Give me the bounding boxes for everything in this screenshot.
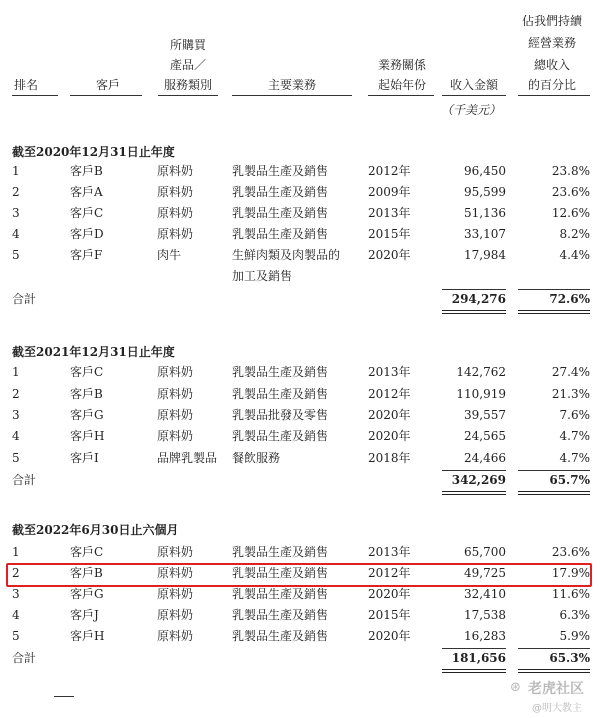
cell-customer: 客戶C (70, 365, 104, 379)
total-revenue: 181,656 (451, 651, 506, 665)
cell-product: 原料奶 (157, 545, 194, 559)
total-label: 合計 (12, 651, 37, 665)
cell-pct: 27.4% (551, 365, 590, 379)
cell-pct: 5.9% (559, 629, 590, 643)
cell-year: 2013年 (368, 365, 411, 379)
cell-product: 原料奶 (157, 608, 194, 622)
cell-customer: 客戶F (70, 248, 103, 262)
header-underline (70, 95, 142, 96)
cell-revenue: 51,136 (464, 206, 506, 220)
cell-year: 2018年 (368, 451, 411, 465)
cell-revenue: 96,450 (464, 164, 506, 178)
table-row (0, 426, 600, 447)
total-row (0, 289, 600, 310)
cell-rank: 5 (12, 629, 20, 643)
cell-customer: 客戶B (70, 164, 103, 178)
header-customer: 客戶 (96, 78, 121, 92)
double-rule (518, 669, 590, 673)
cell-business: 餐飲服務 (232, 451, 281, 465)
section-title: 截至2020年12月31日止年度 (12, 145, 175, 159)
cell-customer: 客戶C (70, 545, 104, 559)
table-row (0, 626, 600, 647)
cell-business: 乳製品生產及銷售 (232, 545, 329, 559)
cell-revenue: 24,466 (464, 451, 506, 465)
cell-pct: 21.3% (551, 387, 590, 401)
cell-revenue: 142,762 (456, 365, 506, 379)
cell-pct: 12.6% (551, 206, 590, 220)
cell-rank: 1 (12, 365, 20, 379)
cell-year: 2015年 (368, 227, 411, 241)
cell-customer: 客戶B (70, 566, 103, 580)
header-year-l2: 起始年份 (377, 78, 426, 92)
double-rule (442, 669, 506, 673)
double-rule (442, 310, 506, 314)
double-rule (518, 310, 590, 314)
cell-year: 2015年 (368, 608, 411, 622)
cell-revenue: 16,283 (464, 629, 506, 643)
cell-year: 2012年 (368, 164, 411, 178)
cell-rank: 1 (12, 545, 20, 559)
section-title: 截至2021年12月31日止年度 (12, 345, 175, 359)
cell-year: 2012年 (368, 387, 411, 401)
cell-product: 品牌乳製品 (157, 451, 218, 465)
watermark-user: @明大教主 (532, 703, 582, 714)
cell-business: 乳製品生產及銷售 (232, 365, 329, 379)
header-pct-l3: 總收入 (533, 58, 570, 72)
cell-product: 原料奶 (157, 164, 194, 178)
cell-revenue: 95,599 (464, 185, 506, 199)
cell-rank: 2 (12, 566, 20, 580)
tiger-logo-icon: ⊛ (510, 680, 521, 695)
header-underline (232, 95, 352, 96)
cell-pct: 17.9% (551, 566, 590, 580)
cell-product: 原料奶 (157, 365, 194, 379)
cell-customer: 客戶G (70, 587, 104, 601)
table-row-continuation (0, 266, 600, 287)
total-pct: 65.3% (549, 651, 590, 665)
total-pct: 65.7% (549, 473, 590, 487)
cell-revenue: 65,700 (464, 545, 506, 559)
double-rule (518, 491, 590, 495)
table-row (0, 542, 600, 563)
header-revenue: 收入金額 (449, 78, 498, 92)
table-row (0, 584, 600, 605)
cell-revenue: 110,919 (456, 387, 506, 401)
cell-rank: 2 (12, 387, 20, 401)
cell-customer: 客戶D (70, 227, 104, 241)
header-product-l2: 產品／ (169, 58, 206, 72)
cell-year: 2020年 (368, 248, 411, 262)
header-underline (442, 95, 506, 96)
total-revenue: 294,276 (451, 292, 506, 306)
total-revenue: 342,269 (451, 473, 506, 487)
header-pct-l4: 的百分比 (527, 78, 576, 92)
double-rule (442, 491, 506, 495)
cell-rank: 4 (12, 608, 20, 622)
cell-business: 乳製品生產及銷售 (232, 608, 329, 622)
cell-pct: 23.6% (551, 185, 590, 199)
cell-product: 肉牛 (157, 248, 182, 262)
cell-customer: 客戶H (70, 629, 105, 643)
cell-pct: 4.4% (559, 248, 590, 262)
cell-product: 原料奶 (157, 227, 194, 241)
cell-business: 乳製品批發及零售 (232, 408, 329, 422)
table-row (0, 203, 600, 224)
cell-product: 原料奶 (157, 387, 194, 401)
header-product-l1: 所購買 (169, 38, 206, 52)
cell-customer: 客戶I (70, 451, 99, 465)
cell-rank: 3 (12, 408, 20, 422)
cell-business: 乳製品生產及銷售 (232, 429, 329, 443)
header-underline (518, 95, 590, 96)
cell-business: 乳製品生產及銷售 (232, 387, 329, 401)
table-row (0, 362, 600, 383)
table-row (0, 405, 600, 426)
header-underline (368, 95, 434, 96)
cell-rank: 3 (12, 206, 20, 220)
cell-year: 2012年 (368, 566, 411, 580)
cell-business: 生鮮肉類及肉製品的 (232, 248, 341, 262)
watermark-brand: 老虎社区 (528, 681, 584, 697)
cell-customer: 客戶H (70, 429, 105, 443)
header-product-l3: 服務類別 (163, 78, 212, 92)
cell-revenue: 49,725 (464, 566, 506, 580)
total-label: 合計 (12, 473, 37, 487)
cell-pct: 23.8% (551, 164, 590, 178)
table-row (0, 182, 600, 203)
cell-pct: 23.6% (551, 545, 590, 559)
table-row (0, 384, 600, 405)
cell-product: 原料奶 (157, 429, 194, 443)
cell-pct: 11.6% (551, 587, 590, 601)
cell-product: 原料奶 (157, 629, 194, 643)
cell-year: 2013年 (368, 206, 411, 220)
cell-rank: 3 (12, 587, 20, 601)
cell-revenue: 33,107 (464, 227, 506, 241)
header-pct-l2: 經營業務 (527, 36, 576, 50)
cell-product: 原料奶 (157, 206, 194, 220)
cell-revenue: 39,557 (464, 408, 506, 422)
cell-customer: 客戶A (70, 185, 103, 199)
cell-pct: 8.2% (559, 227, 590, 241)
cell-year: 2009年 (368, 185, 411, 199)
cell-business: 乳製品生產及銷售 (232, 566, 329, 580)
cell-revenue: 17,984 (464, 248, 506, 262)
cell-business: 乳製品生產及銷售 (232, 587, 329, 601)
cell-customer: 客戶C (70, 206, 104, 220)
table-row (0, 245, 600, 266)
cell-revenue: 24,565 (464, 429, 506, 443)
cell-business: 乳製品生產及銷售 (232, 164, 329, 178)
cell-product: 原料奶 (157, 566, 194, 580)
table-row (0, 224, 600, 245)
total-pct: 72.6% (549, 292, 590, 306)
cell-business: 乳製品生產及銷售 (232, 185, 329, 199)
total-row (0, 470, 600, 491)
cell-rank: 4 (12, 429, 20, 443)
header-year-l1: 業務關係 (377, 58, 426, 72)
cell-rank: 4 (12, 227, 20, 241)
header-unit: （千美元） (440, 103, 501, 117)
header-underline (12, 95, 58, 96)
cell-pct: 7.6% (559, 408, 590, 422)
cell-business: 乳製品生產及銷售 (232, 629, 329, 643)
cell-revenue: 32,410 (464, 587, 506, 601)
cell-business-line2: 加工及銷售 (232, 269, 293, 283)
cell-pct: 4.7% (559, 429, 590, 443)
cell-year: 2020年 (368, 629, 411, 643)
cell-product: 原料奶 (157, 185, 194, 199)
cell-rank: 2 (12, 185, 20, 199)
cell-pct: 4.7% (559, 451, 590, 465)
cell-customer: 客戶G (70, 408, 104, 422)
total-row (0, 648, 600, 669)
section-title: 截至2022年6月30日止六個月 (12, 523, 179, 537)
cell-product: 原料奶 (157, 587, 194, 601)
cell-year: 2013年 (368, 545, 411, 559)
cell-product: 原料奶 (157, 408, 194, 422)
table-row (0, 605, 600, 626)
table-row (0, 161, 600, 182)
cell-year: 2020年 (368, 408, 411, 422)
header-rank: 排名 (14, 78, 39, 92)
cell-customer: 客戶B (70, 387, 103, 401)
footnote-rule (54, 696, 74, 697)
cell-year: 2020年 (368, 429, 411, 443)
cell-business: 乳製品生產及銷售 (232, 227, 329, 241)
cell-customer: 客戶J (70, 608, 99, 622)
cell-rank: 1 (12, 164, 20, 178)
cell-year: 2020年 (368, 587, 411, 601)
header-pct-l1: 佔我們持續 (521, 14, 582, 28)
cell-business: 乳製品生產及銷售 (232, 206, 329, 220)
cell-pct: 6.3% (559, 608, 590, 622)
cell-rank: 5 (12, 248, 20, 262)
cell-rank: 5 (12, 451, 20, 465)
header-business: 主要業務 (268, 78, 317, 92)
table-row (0, 448, 600, 469)
cell-revenue: 17,538 (464, 608, 506, 622)
header-underline (158, 95, 218, 96)
total-label: 合計 (12, 292, 37, 306)
